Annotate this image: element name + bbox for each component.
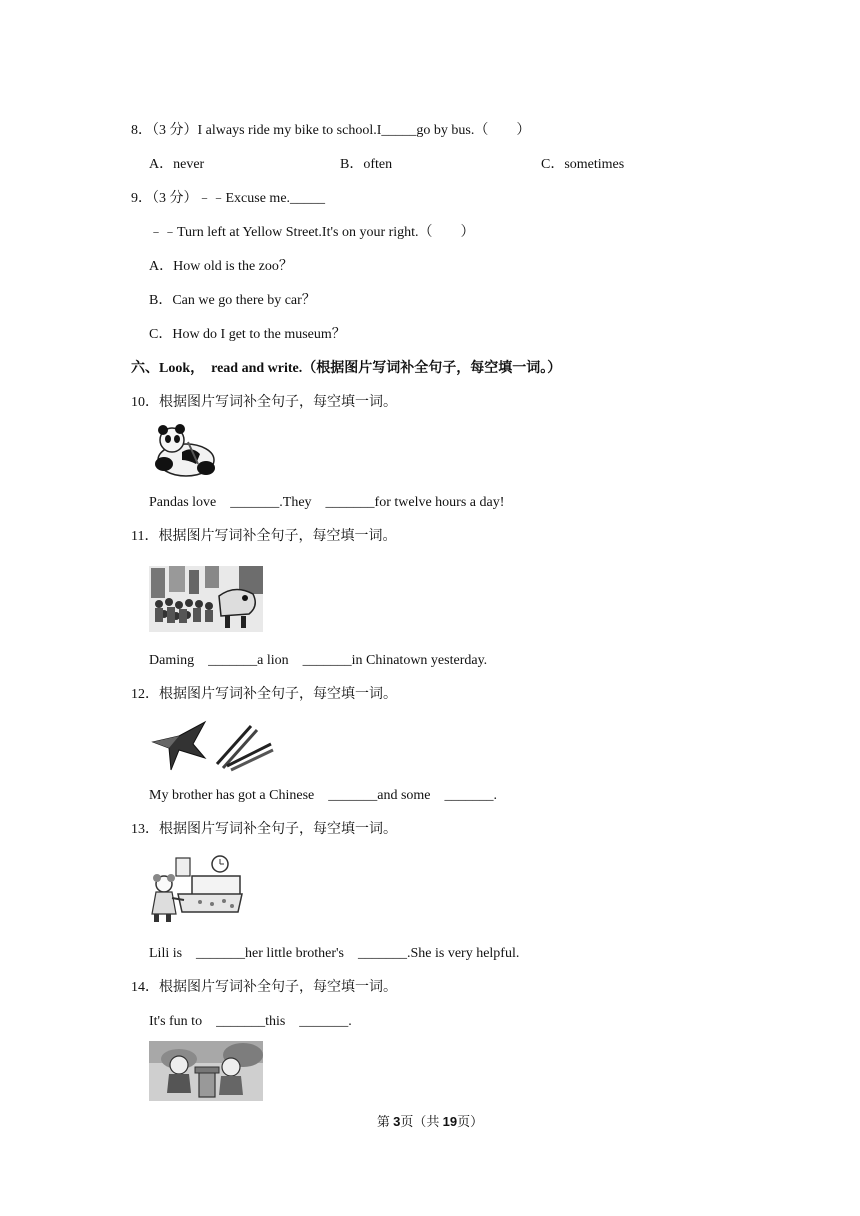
kite-and-chopsticks-image [149, 718, 277, 772]
q8-option-b: B．often [340, 157, 393, 172]
q8-option-c: C．sometimes [541, 157, 625, 172]
panda-image [148, 424, 220, 478]
question-13-stem: 13．根据图片写词补全句子，每空填一词。 [131, 822, 397, 837]
q8-option-a: A．never [149, 157, 205, 172]
question-8-stem: 8．（3 分）I always ride my bike to school.I_____go by bus.（ ） [131, 123, 531, 138]
question-10-sentence: Pandas love _______.They _______for twelve hours a day! [149, 495, 505, 510]
q9-option-a: A．How old is the zoo？ [149, 259, 293, 274]
question-11-stem: 11．根据图片写词补全句子，每空填一词。 [131, 529, 397, 544]
question-10-stem: 10．根据图片写词补全句子，每空填一词。 [131, 395, 397, 410]
girl-making-bed-image [148, 854, 244, 924]
question-14-stem: 14．根据图片写词补全句子，每空填一词。 [131, 980, 397, 995]
question-11-sentence: Daming _______a lion _______in Chinatown yesterday. [149, 653, 488, 668]
question-9-reply: ﹣﹣Turn left at Yellow Street.It's on your right.（ ） [149, 225, 475, 240]
question-14-sentence: It's fun to _______this _______. [149, 1014, 352, 1029]
footer-prefix: 第 [376, 1114, 394, 1129]
lion-dance-image [149, 566, 263, 632]
section-heading: 六、Look， read and write.（根据图片写词补全句子，每空填一词。） [131, 361, 562, 376]
question-13-sentence: Lili is _______her little brother's _______.She is very helpful. [149, 946, 520, 961]
q9-option-c: C．How do I get to the museum？ [149, 327, 346, 342]
footer-page-number: 3 [393, 1114, 401, 1129]
footer-middle: 页（共 [400, 1114, 443, 1129]
question-12-stem: 12．根据图片写词补全句子，每空填一词。 [131, 687, 397, 702]
footer-suffix: 页） [457, 1114, 484, 1129]
page-footer [0, 1111, 860, 1130]
kids-at-well-image [149, 1041, 263, 1101]
question-9-stem: 9．（3 分）﹣﹣Excuse me._____ [131, 191, 326, 206]
footer-total-pages: 19 [442, 1114, 458, 1129]
question-12-sentence: My brother has got a Chinese _______and some _______. [149, 788, 498, 803]
q9-option-b: B．Can we go there by car？ [149, 293, 316, 308]
